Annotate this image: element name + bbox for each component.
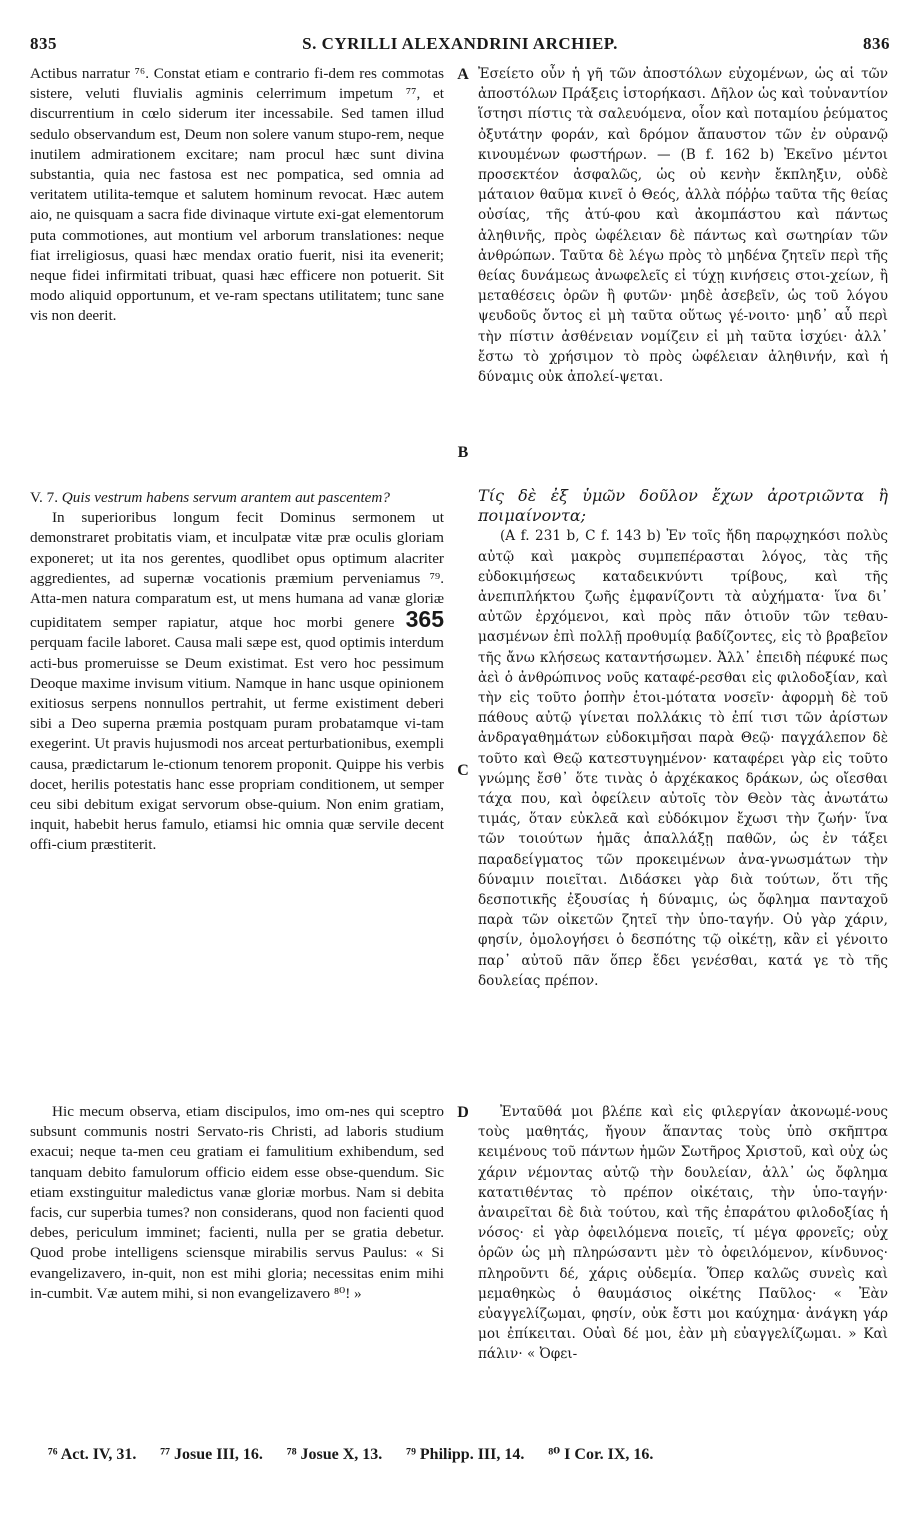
latin-paragraph-1: Actibus narratur ⁷⁶. Constat etiam e contrario fi-dem res commotas sistere, veluti fluvialis agminis celerrimum impetum ⁷⁷, et discurrentium in cœlo siderum iter incessabile. Sed tamen illud sedulo observandum est, Deum non solere vanum stupo-rem, neque inutilem admirationem excitare; nam procul hæc sunt divina substantia, quia nec fastosa est nec pompatica, sed omnia ad veritatem utilita-temque et salutem hominum revocat. Hæc autem aio, ne quisquam a sacra fide divinaque virtute exi-gat elementorum puta commotiones, aut montium vel arborum translationes: neque fiat irreligiosus, quasi hæc mendax oratio fuerit, nisi ita evenerit; neque fidei infirmitati tribuat, quasi hæc efficere non potuerit. Sit modo aliquid opportunum, et ve-ram spectans utilitatem; tunc sane vis non deerit.	[30, 65, 444, 325]
latin-paragraph-2a: In superioribus longum fecit Dominus sermonem ut demonstraret probitatis viam, et inculpatæ vitæ præ oculis gloriam exponeret; ut ita nos gerentes, quodlibet opus optimum alacriter aggredientes, ad supernæ vocationis præmium perveniamus ⁷⁹. Atta-men natura comparatum est, ut mens humana ad vanæ gloriæ cupiditatem semper rapiatur, atque hoc morbi genere	[30, 509, 444, 632]
margin-letter-a: A	[457, 66, 469, 83]
footnote-79: ⁷⁹ Philipp. III, 14.	[406, 1446, 525, 1463]
latin-column-top	[30, 64, 444, 327]
footnote-80: ⁸⁰ I Cor. IX, 16.	[548, 1446, 654, 1463]
running-title: S. CYRILLI ALEXANDRINI ARCHIEP.	[302, 34, 618, 53]
footnote-76: ⁷⁶ Act. IV, 31.	[48, 1446, 137, 1463]
latin-section-heading	[30, 488, 444, 508]
footnote-78: ⁷⁸ Josue X, 13.	[286, 1446, 383, 1463]
greek-column-bottom	[478, 1102, 888, 1365]
latin-heading-text: Quis vestrum habens servum arantem aut pascentem?	[61, 489, 390, 506]
margin-letter-c: C	[457, 762, 469, 779]
greek-paragraph-3: Ἐνταῦθά μοι βλέπε καὶ εἰς φιλεργίαν ἀκονωμέ-νους τοὺς μαθητάς, ἤγουν ἅπαντας τοὺς ὑπὸ σκῆπτρα κειμένους τοῦ πάντων ἡμῶν Σωτῆρος Χριστοῦ, καὶ οὐχ ὡς χάριν νέμοντας αὐτῷ τὴν δουλείαν, ἀλλ᾽ ὡς ὄφλημα κατατιθέντας τὸ πρέπον οἰκέταις, τὴν ὑπο-ταγήν· ἀναιρεῖται δὲ διὰ τούτου, καὶ τῆς ἐπαράτου φιλοδοξίας ἡ νόσος· εἰ γὰρ ὀφειλόμενα ποιεῖς, τί μέγα φρονεῖς; οὐχ ὁρῶν ὡς μὴ πληρώσαντι μὲν τὸ ὀφειλόμενον, κίνδυνος· πληροῦντι δέ, χάρις οὐδεμία. Ὅπερ καλῶς συνεὶς καὶ μεμαθηκὼς ὁ θαυμάσιος οἰκέτης Παῦλος· « Ἐὰν εὐαγγελίζωμαι, φησίν, οὐκ ἔστι μοι καύχημα· ἀνάγκη γάρ μοι ἐπίκειται. Οὐαὶ δέ μοι, ἐὰν μὴ εὐαγγελίζωμαι. » Καὶ πάλιν· « Ὀφει-	[478, 1104, 888, 1363]
latin-paragraph-2b: perquam facile laboret. Causa mali sæpe est, quod optimis interdum acti-bus promeruisse se Deum existimat. Est vero hoc pessimum Deoque maxime invisum vitium. Namque in hanc usque opinionem exitiosus serpens nonnullos pertrahit, ut ferme existiment deberi sibi a Deo superna præmia postquam puram probatamque vi-tam exegerint. Ut pravis hujusmodi nos arceat perturbationibus, exempli causa, prædictarum le-ctionum tenorem proponit. Quippe his verbis docet, herilis potestatis hanc esse propriam conditionem, ut semper ceu sibi debitum exigat servorum obse-quium. Non enim gratiam, inquit, habebit herus famulo, etiamsi hic omnia quæ servile decent offi-cium præstiterit.	[30, 634, 444, 854]
greek-section-heading: Τίς δὲ ἐξ ὑμῶν δοῦλον ἔχων ἀροτριῶντα ἢ ποιμαίνοντα;	[478, 486, 888, 526]
latin-paragraph-3: Hic mecum observa, etiam discipulos, imo om-nes qui sceptro subsunt communis nostri Servato-ris Christi, ad laboris studium exacui; neque ta-men ceu gratiam ei famulitium exhibendum, sed tanquam debito famulorum officio eidem esse obse-quendum. Sic etiam exstinguitur maledictus vanæ gloriæ morbus. Nam si debita facis, cur superbia tumes? non considerans, quod non facienti quod debes, periculum imminet; facienti, nulla per se gratia debetur. Quod probe intelligens sciensque mirabilis servus Paulus: « Si evangelizavero, in-quit, non est mihi gloria; necessitas enim mihi in-cumbit. Væ autem mihi, si non evangelizavero ⁸⁰! »	[30, 1103, 444, 1302]
latin-column-bottom	[30, 1102, 444, 1304]
latin-paragraph-2	[30, 508, 444, 855]
footnotes	[48, 1444, 890, 1464]
column-number-marker: 365	[405, 606, 444, 633]
margin-letter-b: B	[457, 444, 469, 461]
latin-column-middle	[30, 488, 444, 856]
page-number-left: 835	[30, 34, 57, 53]
margin-letter-d: D	[457, 1104, 469, 1121]
greek-paragraph-2: (A f. 231 b, C f. 143 b) Ἐν τοῖς ἤδη παρῳχηκόσι πολὺς αὐτῷ καὶ μακρὸς συμπεπέρασται λόγος, τὰς τῆς εὐδοκιμήσεως καταδεικνύντι τρίβους, καὶ τῆς ἀνεπιπλήκτου ζωῆς ἐμφανίζοντι τὰ αὐχήματα· ἵνα δι᾽ αὐτῶν ἐρχόμενοι, καὶ πρὸς πᾶν ὁτιοῦν τῶν τεθαυ-μασμένων ἐπὶ πολλῇ προθυμίᾳ βαδίζοντες, εἰς τὸ βραβεῖον τῆς ἄνω κλήσεως καταντήσωμεν. Ἀλλ᾽ ἐπειδὴ πέφυκέ πως ἀεὶ ὁ ἀνθρώπινος νοῦς καταφέ-ρεσθαι εἰς φιλοδοξίαν, καὶ τὴν εἰς τοῦτο ῥοπὴν ἑτοι-μότατα νοσεῖν· ἀφορμὴ δὲ τοῦ πάθους αὐτῷ γίνεται πολλάκις τὸ ἐπί τισι τῶν ἀρίστων ἀνδραγαθημάτων εὐδοκιμῆσαι παρὰ Θεῷ· παγχάλεπον δὲ τοῦτο καὶ Θεῷ κατεστυγημένον· καταφέρει γὰρ εἰς τοῦτο γνώμης ἔσθ᾽ ὅτε τινὰς ὁ ἀρχέκακος δράκων, ὡς οἴεσθαι τάχα που, καὶ ὀφείλειν αὐτοῖς τὸν Θεὸν τὰς ἀνωτάτω τιμάς, ὅταν εὐκλεᾶ καὶ εὐδόκιμον ἔχωσι τὴν ζωήν· ἵνα τῶν τοιούτων ἡμᾶς ἀπαλλάξῃ παθῶν, ὡς ἐν τάξει παραδείγματος τῶν προκειμένων ἀνα-γνωσμάτων τὴν δύναμιν ποιεῖται. Διδάσκει γὰρ διὰ τούτων, ὅτι τῆς δεσποτικῆς ἐξουσίας ἡ δύναμις, ὡς ὄφλημα πανταχοῦ παρὰ τῶν οἰκετῶν ζητεῖ τὴν ὑπο-ταγήν. Οὐ γὰρ χάριν, φησίν, ὁμολογήσει ὁ δεσπότης τῷ οἰκέτῃ, κἂν εἰ γένοιτο παρ᾽ αὐτοῦ πᾶν ὅπερ ἔδει γενέσθαι, κατά γε τὸ τῆς δουλείας πρέπον.	[478, 528, 888, 989]
page-number-right: 836	[863, 34, 890, 53]
greek-column-top	[478, 64, 888, 387]
greek-column-middle	[478, 486, 888, 991]
greek-paragraph-1: Ἐσείετο οὖν ἡ γῆ τῶν ἀποστόλων εὐχομένων, ὡς αἱ τῶν ἀποστόλων Πράξεις ἱστορήκασι. Δῆλον ὡς καὶ τοὐναντίον ἵστησι πίστις τὰ σαλευόμενα, οἷον καὶ ποταμίου ῥεύματος ὀξυτάτην φοράν, καὶ δρόμον ἄπαυστον τῶν ἐν οὐρανῷ κινουμένων φωστήρων. — (B f. 162 b) Ἐκεῖνο μέντοι προσεκτέον ἀσφαλῶς, ὡς οὐ κενὴν ἔκπληξιν, οὐδὲ μάταιον θαῦμα κινεῖ ὁ Θεός, ἀλλὰ πόῤῥω ταῦτα τῆς θείας οὐσίας, τῆς ἀτύ-φου καὶ ἀκομπάστου καὶ πάντως ἀληθινῆς, πρὸς ὠφέλειαν δὲ πάντως καὶ σωτηρίαν τῶν ἀνθρώπων. Ταῦτα δὲ λέγω πρὸς τὸ μηδένα ζητεῖν περὶ τῆς θείας δυνάμεως ἀνωφελεῖς εἰ τύχῃ κινήσεις στοι-χείων, ἢ μεταθέσεις ὀρῶν ἢ φυτῶν· μηδὲ ἀσεβεῖν, ὡς τοῦ λόγου ψευδοῦς ὄντος εἰ μὴ ταῦτα οὕτως γέ-νοιτο· μηδ᾽ αὖ περὶ τὴν πίστιν ἀσθένειαν νομίζειν εἰ μὴ ταῦτα ἰσχύει· ἀλλ᾽ ἔστω τὸ χρήσιμον τὸ πρὸς ὠφέλειαν ἀληθινήν, καὶ ἡ δύναμις οὐκ ἀπολεί-ψεται.	[478, 66, 888, 386]
latin-heading-number: V. 7.	[30, 489, 58, 506]
page-header	[30, 34, 890, 62]
footnote-77: ⁷⁷ Josue III, 16.	[160, 1446, 263, 1463]
